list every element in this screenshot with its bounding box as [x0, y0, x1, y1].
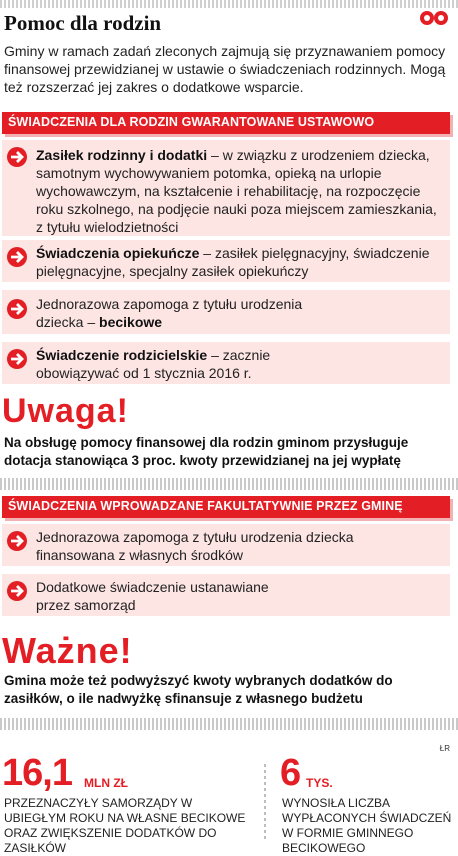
- arrow-right-icon: [6, 530, 28, 552]
- arrow-right-icon: [6, 298, 28, 320]
- list-item: [2, 524, 450, 566]
- item-text: Jednorazowa zapomoga z tytułu urodzenia dziecka – becikowe: [36, 296, 303, 330]
- wazne-text: Gmina może też podwyższyć kwoty wybranych dodatków do zasiłków, o ile nadwyżkę sfinansuje z własnego budżetu: [4, 673, 393, 706]
- item-text: Świadczenie rodzicielskie – zacznie obowiązywać od 1 stycznia 2016 r.: [36, 347, 271, 381]
- stat-number: 16,1: [2, 752, 72, 794]
- arrow-right-icon: [6, 580, 28, 602]
- list-item: [2, 290, 450, 334]
- uwaga-text: Na obsługę pomocy finansowej dla rodzin gminom przysługuje dotacja stanowiąca 3 proc. kwoty przewidzianej na jej wypłatę: [4, 435, 409, 468]
- dotted-separator: [0, 718, 458, 730]
- author-credit: ŁR: [439, 744, 450, 753]
- intro-text: Gminy w ramach zadań zleconych zajmują się przyznawaniem pomocy finansowej przewidzianej w ustawie o świadczeniach rodzinnych. Mogą też rozszerzać jej zakres o dodatkowe wsparcie.: [4, 43, 446, 95]
- stat-description: PRZEZNACZYŁY SAMORZĄDY W UBIEGŁYM ROKU NA WŁASNE BECIKOWE ORAZ ZWIĘKSZENIE DODATKÓW DO ZASIŁKÓW: [4, 796, 246, 855]
- list-item: [2, 140, 450, 236]
- wazne-heading: Ważne!: [2, 630, 133, 671]
- vertical-dotted-divider: [264, 764, 266, 842]
- item-text: Jednorazowa zapomoga z tytułu urodzenia dziecka finansowana z własnych środków: [36, 529, 354, 563]
- stat-number: 6: [280, 752, 302, 794]
- item-text: Świadczenia opiekuńcze – zasiłek pielęgnacyjny, świadczenie pielęgnacyjne, specjalny zasiłek opiekuńczy: [36, 245, 430, 279]
- dotted-separator: [0, 478, 458, 490]
- arrow-right-icon: [6, 146, 28, 168]
- arrow-right-icon: [6, 348, 28, 370]
- section-guaranteed-heading: ŚWIADCZENIA DLA RODZIN GWARANTOWANE USTAWOWO: [2, 112, 450, 134]
- page-title: Pomoc dla rodzin: [4, 11, 162, 35]
- stat-unit: MLN ZŁ: [84, 776, 128, 790]
- item-text: Zasiłek rodzinny i dodatki – w związku z urodzeniem dziecka, samotnym wychowywaniem potomka, opieką na urlopie wychowawczym, na kształcenie i rehabilitację, na rozpoczęcie roku szkolnego, na podjęcie nauki poza miejscem zamieszkania, z tytułu wielodzietności: [36, 147, 437, 235]
- uwaga-heading: Uwaga!: [2, 392, 129, 430]
- item-text: Dodatkowe świadczenie ustanawiane przez samorząd: [36, 579, 269, 613]
- stat-description: WYNOSIŁA LICZBA WYPŁACONYCH ŚWIADCZEŃ W FORMIE GMINNEGO BECIKOWEGO: [282, 796, 452, 855]
- publisher-logo-icon: [420, 10, 448, 26]
- list-item: [2, 342, 450, 384]
- list-item: [2, 574, 450, 616]
- stat-unit: TYS.: [306, 776, 333, 790]
- section-optional-heading: ŚWIADCZENIA WPROWADZANE FAKULTATYWNIE PRZEZ GMINĘ: [2, 496, 450, 518]
- list-item: [2, 240, 450, 282]
- arrow-right-icon: [6, 246, 28, 268]
- top-dotted-rule: [0, 0, 458, 8]
